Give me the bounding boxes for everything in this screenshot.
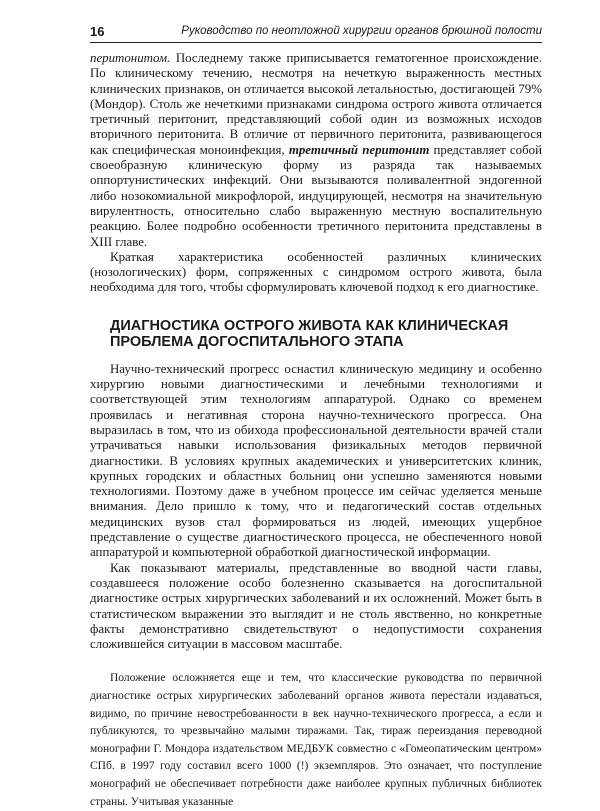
paragraph-4: Как показывают материалы, представленные во вводной части главы, создавшееся положение особо болезненно сказывается на догоспитальной диагностике острых хирургических заболеваний и их осложнений. Может быть в статистическом выражении это выглядит и не столь явственно, но конкретные факты демонстративно свидетельствуют о недопустимости сохранения сложившейся ситуации в массовом масштабе. — [90, 560, 542, 652]
paragraph-1 — [90, 51, 542, 250]
small-print-block — [90, 670, 542, 811]
running-header — [90, 24, 542, 43]
section-heading: ДИАГНОСТИКА ОСТРОГО ЖИВОТА КАК КЛИНИЧЕСКАЯ ПРОБЛЕМА ДОГОСПИТАЛЬНОГО ЭТАПА — [110, 317, 509, 350]
paragraph-1-text-a: Последнему также приписывается гематогенное происхождение. По клиническому течению, несмотря на нечеткую выраженность местных клинических признаков, он отличается высокой летальностью, достигающей 79% (Мондор). Столь же нечеткими признаками синдрома острого живота отличается третичный перитонит, представляющий собой один из возможных исходов вторичного перитонита. В отличие от первичного перитонита, развивающегося как специфическая моноинфекция, — [90, 51, 542, 157]
emphasized-term: третичный перитонит — [288, 142, 430, 157]
running-title: Руководство по неотложной хирургии органов брюшной полости — [181, 25, 542, 37]
paragraph-2: Краткая характеристика особенностей различных клинических (нозологических) форм, сопряженных с синдромом острого живота, была необходима для того, чтобы сформулировать ключевой подход к его диагностике. — [90, 249, 542, 295]
paragraph-1-text-b: представляет собой своеобразную клиническую форму из разряда так называемых оппортунистических инфекций. Они вызываются поливалентной эндогенной либо нозокомиальной микрофлорой, индуцирующей, несмотря на значительную вирулентность, относительно слабо выраженную местную воспалительную реакцию. Более подробно особенности третичного перитонита представлены в XIII главе. — [90, 142, 542, 249]
page-number: 16 — [90, 24, 105, 39]
paragraph-5: Положение осложняется еще и тем, что классические руководства по первичной диагностике острых хирургических заболеваний органов живота перестали издаваться, видимо, по причине невостребованности в век научно-технического прогресса, а если и публикуются, то чрезвычайно малыми тиражами. Так, тираж переиздания переводной монографии Г. Мондора издательством МЕДБУК совместно с «Гомеопатическим центром» СПб. в 1997 году составил всего 1000 (!) экземпляров. Это означает, что поступление монографий не обеспечивает потребности даже наиболее крупных публичных библиотек страны. Учитывая указанные — [90, 672, 542, 808]
lead-term: перитонитом. — [90, 51, 171, 65]
page-body — [90, 51, 542, 811]
paragraph-3: Научно-технический прогресс оснастил клиническую медицину и особенно хирургию новыми диагностическими и лечебными технологиями и соответствующей этим технологиям аппаратурой. Однако со временем проявилась и негативная сторона научно-технического прогресса. Она выразилась в том, что из обихода профессиональной деятельности врачей стали утрачиваться навыки использования физикальных методов первичной диагностики. В условиях крупных академических и университетских клиник, крупных городских и областных больниц они успешно заменяются новыми технологиями. Поэтому даже в учебном процессе им сейчас уделяется меньше внимания. Дело пришло к тому, что и педагогический состав отдельных медицинских вузов стал формироваться из людей, имеющих ущербное представление о существе диагностического процесса, не обеспеченного новой аппаратурой и компьютерной обработкой диагностической информации. — [90, 361, 542, 560]
